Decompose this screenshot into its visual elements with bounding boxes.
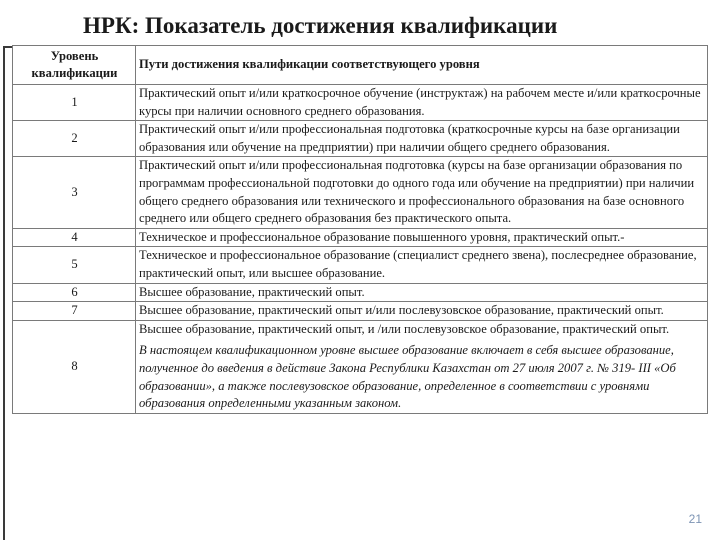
slide-title: НРК: Показатель достижения квалификации [83,13,558,38]
table-row [13,302,708,321]
paths-cell: Техническое и профессиональное образование повышенного уровня, практический опыт.- [136,228,708,247]
level-cell: 3 [13,157,136,228]
table-row [13,320,708,413]
page-number: 21 [688,512,702,526]
level-cell: 5 [13,247,136,283]
paths-text: Высшее образование, практический опыт, и /или послевузовское образование, практический опыт. [139,321,670,336]
paths-cell [136,320,708,413]
level-cell: 1 [13,85,136,121]
table-row [13,85,708,121]
table-row [13,283,708,302]
frame-line-top [3,46,12,48]
paths-cell: Техническое и профессиональное образование (специалист среднего звена), послесреднее образование, практический опыт, или высшее образование. [136,247,708,283]
level-note: В настоящем квалификационном уровне высшее образование включает в себя высшее образование, полученное до введения в действие Закона Республики Казахстан от 27 июля 2007 г. № 319- III «Об образовании», а также послевузовское образование, определенное в соответствии с уровнями образования определенными указанным законом. [139,343,676,411]
table-row [13,157,708,228]
paths-cell: Высшее образование, практический опыт и/или послевузовское образование, практический опыт. [136,302,708,321]
paths-cell: Практический опыт и/или краткосрочное обучение (инструктаж) на рабочем месте и/или краткосрочные курсы при наличии основного среднего образования. [136,85,708,121]
table-row [13,121,708,157]
qualification-table [12,45,708,414]
paths-cell: Практический опыт и/или профессиональная подготовка (краткосрочные курсы на базе организации образования или обучение на предприятии) при наличии общего среднего образования. [136,121,708,157]
level-cell: 4 [13,228,136,247]
table-row [13,247,708,283]
frame-line-left [3,46,5,540]
level-cell: 8 [13,320,136,413]
table-row [13,228,708,247]
level-cell: 6 [13,283,136,302]
level-cell: 2 [13,121,136,157]
level-cell: 7 [13,302,136,321]
paths-cell: Высшее образование, практический опыт. [136,283,708,302]
header-level: Уровень квалификации [13,46,136,85]
table-header-row [13,46,708,85]
paths-cell: Практический опыт и/или профессиональная подготовка (курсы на базе организации образования по программам профессиональной подготовки до одного года или обучение на предприятии) при наличии общего среднего образования или технического и профессионального образования на базе основного среднего или общего среднего образования без практического опыта. [136,157,708,228]
header-paths: Пути достижения квалификации соответствующего уровня [136,46,708,85]
